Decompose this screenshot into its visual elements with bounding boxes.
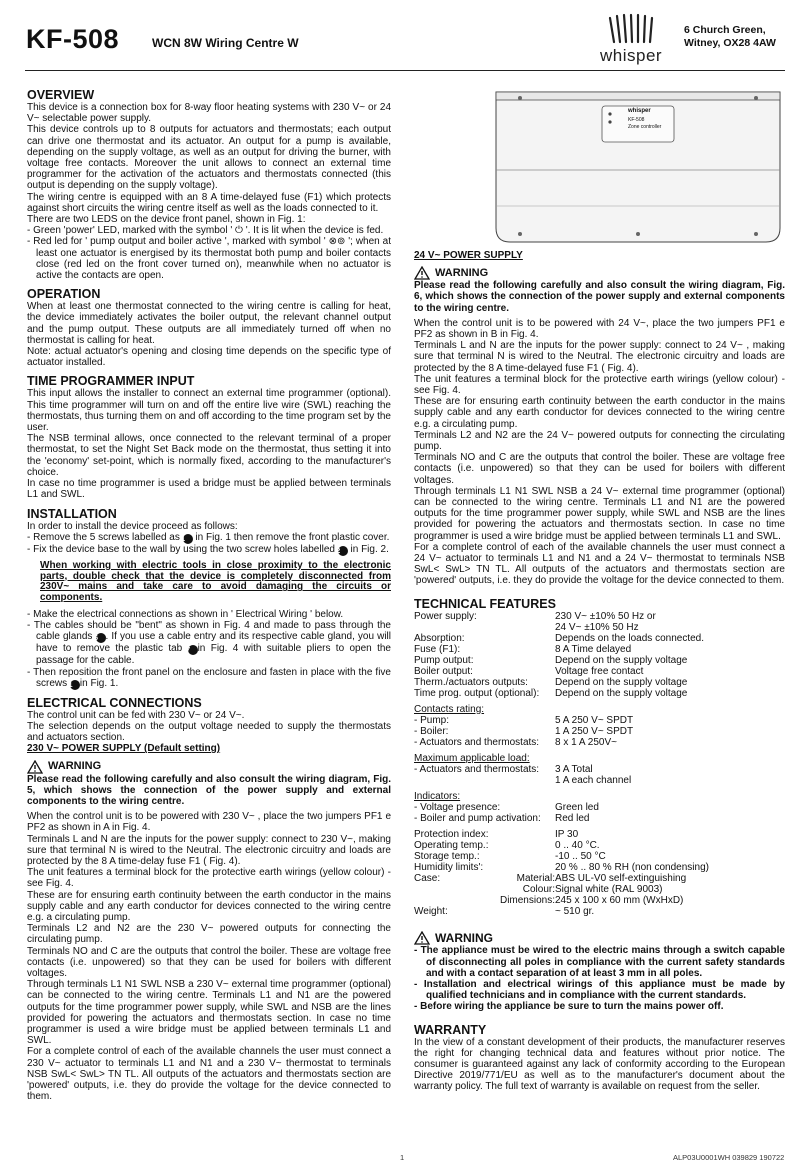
overview-bullet1: - Green 'power' LED, marked with the symbol ' ⏻ '. It is lit when the device is fed.: [27, 225, 384, 237]
document-subtitle: WCN 8W Wiring Centre W: [152, 36, 299, 50]
supply24-p2: Terminals L and N are the inputs for the power supply: connect to 24 V~ , making sure that terminal N is wired to the Neutral. The electronic circuitry and loads are protected by the 8 A time-delayed fuse F1 ( Fig. 4).: [414, 340, 785, 374]
warning-24-title: WARNING: [414, 266, 785, 280]
spec-key: [414, 622, 555, 633]
product-label-model: KF-508: [628, 117, 645, 123]
overview-heading: OVERVIEW: [27, 88, 95, 102]
overview-p4: There are two LEDS on the device front panel, shown in Fig. 1:: [27, 214, 306, 226]
marker-6-icon: 6: [96, 633, 106, 643]
spec-value: Depends on the loads connected.: [555, 632, 704, 644]
spec-key: Pump output:: [414, 654, 474, 666]
time-programmer-heading: TIME PROGRAMMER INPUT: [27, 374, 195, 389]
table-row: [414, 906, 686, 917]
page-number: 1: [400, 1153, 405, 1162]
electrical-p10: For a complete control of each of the available channels the user must connect a 230 V~ actuator to terminals L1 and N1 and a 230 V~ thermostat to terminals NSB SwL< SwL> TN TL. All outputs of the actuators and thermostats section are 'powered' outputs, i.e. they do provide the voltage for the device connected to them.: [27, 1046, 391, 1103]
electrical-p8: Terminals NO and C are the outputs that control the boiler. These are voltage free contacts (i.e. unpowered) so that they can be used for boilers with different voltages.: [27, 945, 391, 979]
electrical-p7: Terminals L2 and N2 are the 230 V~ powered outputs for connecting the circulating pump.: [27, 923, 391, 946]
spec-value: Green led: [555, 802, 599, 814]
supply24-p3: The unit features a terminal block for the protective earth wirings (yellow colour) - see Fig. 4.: [414, 373, 785, 397]
case-value: 245 x 100 x 60 mm (WxHxD): [555, 895, 684, 907]
spec-key: - Boiler and pump activation:: [414, 813, 541, 825]
brand-logo: [594, 12, 674, 68]
spec-value: Red led: [555, 813, 590, 825]
tech-table-1: [414, 611, 704, 699]
spec-value: 0 .. 40 °C.: [555, 840, 600, 852]
spec-key: - Pump:: [414, 714, 450, 726]
weight-label: Weight:: [414, 906, 448, 918]
spec-key: Storage temp.:: [414, 851, 480, 863]
warning-24-text: Please read the following carefully and also consult the wiring diagram, Fig. 6, which shows the connection of the power supply and external components to the wiring centre.: [414, 280, 785, 314]
tech-table-3: [414, 764, 631, 786]
installation-step2: - Fix the device base to the wall by using the two screw holes labelled 2 in Fig. 2.: [27, 543, 389, 555]
tech-table-2: [414, 715, 633, 748]
electrical-p3: When the control unit is to be powered with 230 V~ , place the two jumpers PF1 e PF2 as shown in A in Fig. 4.: [27, 811, 391, 834]
supply24-p8: For a complete control of each of the available channels the user must connect a 24 V~ actuator to terminals L1 and N1 and a 24 V~ thermostat to terminals NSB SwL< SwL> TN TL. All outputs of the actuators and thermostats section are 'powered' outputs, i.e. they do provide the voltage for the device connected to them.: [414, 541, 785, 587]
spec-value: Depend on the supply voltage: [555, 676, 688, 688]
supply24-p4: These are for ensuring earth continuity between the earth conductor in the mains supply cable and any earth conductor for devices connected to the wiring centre e.g. a circulating pump.: [414, 396, 785, 430]
supply24-p5: Terminals L2 and N2 are the 24 V~ powered outputs for connecting the circulating pump.: [414, 429, 785, 453]
warning-icon: [414, 931, 430, 945]
electrical-p4: Terminals L and N are the inputs for the power supply: connect to 230 V~, making sure that terminal N is wired to the Neutral. The electronic circuitry and loads are protected by the 8 A time-delay fuse F1 ( Fig. 4).: [27, 833, 391, 867]
spec-key: - Voltage presence:: [414, 802, 501, 814]
warning-icon: [414, 266, 430, 280]
product-label-brand: whisper: [628, 108, 651, 114]
table-row: [414, 851, 709, 862]
product-image: [490, 78, 786, 248]
spec-value: Depend on the supply voltage: [555, 654, 688, 666]
spec-value: -10 .. 50 °C: [555, 851, 606, 863]
warning-2-title: WARNING: [414, 931, 785, 945]
supply-24-heading: 24 V~ POWER SUPPLY: [414, 250, 523, 261]
electrical-p2: The selection depends on the output voltage needed to supply the thermostats and actuators section.: [27, 720, 391, 744]
weight-value: ~ 510 gr.: [555, 906, 595, 918]
address-line1: 6 Church Green,: [684, 24, 766, 36]
warranty-heading: WARRANTY: [414, 1022, 487, 1037]
case-key: Dimensions:: [499, 895, 555, 907]
spec-key: Absorption:: [414, 632, 465, 644]
marker-2-icon: 2: [338, 546, 348, 556]
operation-p1: When at least one thermostat connected to the wiring centre is calling for heat, the device immediately activates the boiler output, the relevant channel output and the pump output. These outputs are all immediately turned off when no thermostat is calling for heat.: [27, 301, 391, 346]
spec-value: Depend on the supply voltage: [555, 687, 688, 699]
header-divider: [25, 70, 785, 71]
electrical-heading: ELECTRICAL CONNECTIONS: [27, 695, 202, 710]
spec-value: 20 % .. 80 % RH (non condensing): [555, 862, 709, 874]
warranty-p1: In the view of a constant development of their products, the manufacturer reserves the right for changing technical data and features without prior notice. The consumer is guaranteed against any lack of conformity according to the European Directive 2019/771/EU as well as to the manufacturer's document about the warranty policy. The full text of warranty is available on request from the seller.: [414, 1036, 785, 1093]
table-row: [414, 840, 709, 851]
table-row: [414, 611, 704, 622]
table-row: [414, 644, 704, 655]
overview-p3: The wiring centre is equipped with an 8 A time-delayed fuse (F1) which protects against short circuits the wiring centre itself as well as the loads connected to it.: [27, 191, 391, 214]
spec-key: Fuse (F1):: [414, 643, 461, 655]
spec-value: Voltage free contact: [555, 665, 644, 677]
table-row: [414, 715, 633, 726]
supply24-p6: Terminals NO and C are the outputs that control the boiler. These are voltage free contacts (i.e. unpowered) so that they can be used for boilers with different voltages.: [414, 452, 785, 486]
spec-key: Humidity limits':: [414, 862, 484, 874]
installation-warning: When working with electric tools in close proximity to the electronic parts, double check that the device is completely disconnected from 230V~ mains and take care to avoid damaging the circuits or components.: [40, 559, 391, 604]
time-programmer-p1: This input allows the installer to connect an external time programmer (optional). This time programmer will turn on and off the entire live wire (SWL) reaching the thermostats, thus turning them on and off according to the time program set by the user.: [27, 388, 391, 434]
right-column: [414, 250, 785, 1093]
warning-icon: [27, 760, 43, 774]
spec-key: Protection index:: [414, 829, 489, 841]
warning-2-bullet1: - The appliance must be wired to the electric mains through a switch capable of disconnecting all poles in compliance with the current safety standards and with a contact separation of at least 3 mm in all poles.: [414, 945, 785, 979]
table-row: [414, 666, 704, 677]
supply24-p7: Through terminals L1 N1 SWL NSB a 24 V~ external time programmer (optional) can be connected to the wiring centre. Terminals L1 and N1 are the powered outputs for the time programmer power supply, while SWL and NSB are the lines provided for powering the actuators and thermostats section. In case no time programmer is used a wire bridge must be applied between terminals L1 and SWL.: [414, 485, 785, 542]
case-key: Material:: [516, 873, 555, 885]
table-row: [414, 884, 686, 895]
table-row: [414, 655, 704, 666]
page-header: [0, 0, 808, 70]
tech-features-heading: TECHNICAL FEATURES: [414, 596, 556, 611]
spec-key: Boiler output:: [414, 665, 473, 677]
supply24-p1: When the control unit is to be powered with 24 V~, place the two jumpers PF1 e PF2 as shown in B in Fig. 4.: [414, 317, 785, 341]
table-row: [414, 677, 704, 688]
table-row: [414, 688, 704, 699]
spec-value: 8 x 1 A 250V~: [555, 736, 617, 748]
table-row: [414, 862, 709, 873]
table-row: [414, 726, 633, 737]
spec-key: Therm./actuators outputs:: [414, 676, 528, 688]
table-row: [414, 622, 704, 633]
table-row: [414, 764, 631, 775]
overview-bullet2: - Red led for ' pump output and boiler active ', marked with symbol ' ⊗⊚ '; when at least one actuator is energised by its thermostat both pump and boiler contacts close (red led on the front cover turned on), meanwhile when no actuator is active the contacts are open.: [27, 236, 391, 282]
spec-key: - Actuators and thermostats:: [414, 764, 540, 776]
indicators-title: Indicators:: [414, 791, 461, 803]
electrical-p1: The control unit can be fed with 230 V~ or 24 V~.: [27, 709, 245, 721]
spec-key: [414, 775, 555, 786]
electrical-p6: These are for ensuring earth continuity between the earth conductor in the mains supply cable and any earth conductor for devices connected to the wiring centre e.g. a circulating pump.: [27, 889, 391, 923]
company-address: [684, 24, 776, 50]
spec-value: 5 A 250 V~ SPDT: [555, 714, 634, 726]
spec-value: 1 A 250 V~ SPDT: [555, 725, 634, 737]
spec-value: 8 A Time delayed: [555, 643, 632, 655]
spec-key: - Boiler:: [414, 725, 449, 737]
operation-heading: OPERATION: [27, 287, 101, 302]
tech-table-4: [414, 802, 599, 824]
document-code: ALP03U0001WH 039829 190722: [673, 1153, 785, 1162]
case-table: [414, 873, 686, 917]
installation-step1: - Remove the 5 screws labelled as 1 in Fig. 1 then remove the front plastic cover.: [27, 531, 390, 543]
warning-2-bullet3: - Before wiring the appliance be sure to turn the mains power off.: [414, 1001, 724, 1013]
time-programmer-p3: In case no time programmer is used a bridge must be applied between terminals L1 and SWL.: [27, 478, 391, 501]
contacts-rating-title: Contacts rating:: [414, 703, 485, 715]
marker-7-icon: 7: [188, 645, 198, 655]
warning-230-text: Please read the following carefully and also consult the wiring diagram, Fig. 5, which shows the connection of the power supply and external components to the wiring centre.: [27, 773, 391, 807]
address-line2: Witney, OX28 4AW: [684, 37, 776, 49]
spec-key: Time prog. output (optional):: [414, 687, 540, 699]
spec-key: - Actuators and thermostats:: [414, 736, 540, 748]
table-row: [414, 873, 686, 884]
case-label: Case:: [414, 873, 441, 885]
tech-table-5: [414, 829, 709, 873]
time-programmer-p2: The NSB terminal allows, once connected to the relevant terminal of a proper thermostat, to set the Night Set Back mode on the thermostat, thus setting it into the 'economy' set-point, which is normally fixed, according to the manufacturer's choice.: [27, 433, 391, 478]
product-label-desc: Zone controller: [628, 124, 662, 130]
electrical-p5: The unit features a terminal block for the protective earth wirings (yellow colour) - see Fig. 4.: [27, 867, 391, 890]
table-row: [414, 737, 633, 748]
model-number: KF-508: [26, 24, 120, 54]
brand-wordmark: whisper: [600, 46, 663, 65]
max-load-title: Maximum applicable load:: [414, 752, 530, 764]
operation-p2: Note: actual actuator's opening and closing time depends on the specific type of actuator installed.: [27, 346, 391, 369]
supply-230-heading: 230 V~ POWER SUPPLY (Default setting): [27, 743, 221, 755]
spec-value: 230 V~ ±10% 50 Hz or: [555, 610, 656, 622]
installation-heading: INSTALLATION: [27, 506, 117, 521]
installation-step4: - The cables should be "bent" as shown in Fig. 4 and made to pass through the cable glands 6 . If you use a cable entry and its respective cable gland, you will have to remove the plastic tab 7 in Fig. 4 with suitable pliers to open the passage for the cable.: [27, 620, 391, 667]
table-row: [414, 633, 704, 644]
overview-p1: This device is a connection box for 8-way floor heating systems with 230 V~ or 24 V~ selectable power supply.: [27, 102, 391, 125]
spec-value: 3 A Total: [555, 764, 593, 776]
left-column: [27, 88, 391, 1102]
spec-key: Operating temp.:: [414, 840, 489, 852]
installation-step3: - Make the electrical connections as shown in ' Electrical Wiring ' below.: [27, 608, 344, 620]
spec-key: Power supply:: [414, 610, 477, 622]
case-value: Signal white (RAL 9003): [555, 884, 663, 896]
table-row: [414, 813, 599, 824]
table-row: [414, 829, 709, 840]
table-row: [414, 895, 686, 906]
warning-2-bullet2: - Installation and electrical wirings of this appliance must be made by qualified technicians and in compliance with the current standards.: [414, 978, 785, 1002]
case-value: ABS UL-V0 self-extinguishing: [555, 873, 687, 885]
marker-1-icon: 1: [183, 534, 193, 544]
installation-p1: In order to install the device proceed as follows:: [27, 520, 238, 532]
table-row: [414, 802, 599, 813]
overview-p2: This device controls up to 8 outputs for actuators and thermostats; each output can drive one thermostat and its actuator. An output for a pump is available, depending on the supply voltage, as well as an output for driving the burner, with voltage free contacts. Moreover the unit allows to connect an external time programmer for the activation of the actuators and thermostats connected (this output is depending on the supply voltage).: [27, 124, 391, 192]
marker-1b-icon: 1: [70, 680, 80, 690]
warning-230-title: WARNING: [27, 760, 391, 774]
table-row: [414, 775, 631, 786]
electrical-p9: Through terminals L1 N1 SWL NSB a 230 V~ external time programmer (optional) can be connected to the wiring centre. Terminals L1 and N1 are the powered outputs for the time programmer power supply, while SWL and NSB are the lines provided for powering the actuators and thermostats section. In case no time programmer is used a wire bridge must be applied between terminals L1 and SWL.: [27, 979, 391, 1047]
installation-step5: - Then reposition the front panel on the enclosure and fasten in place with the five screws 1 in Fig. 1.: [27, 666, 391, 689]
spec-value: IP 30: [555, 829, 579, 841]
spec-value: 24 V~ ±10% 50 Hz: [555, 621, 639, 633]
spec-value: 1 A each channel: [555, 775, 632, 787]
case-key: Colour:: [522, 884, 555, 896]
